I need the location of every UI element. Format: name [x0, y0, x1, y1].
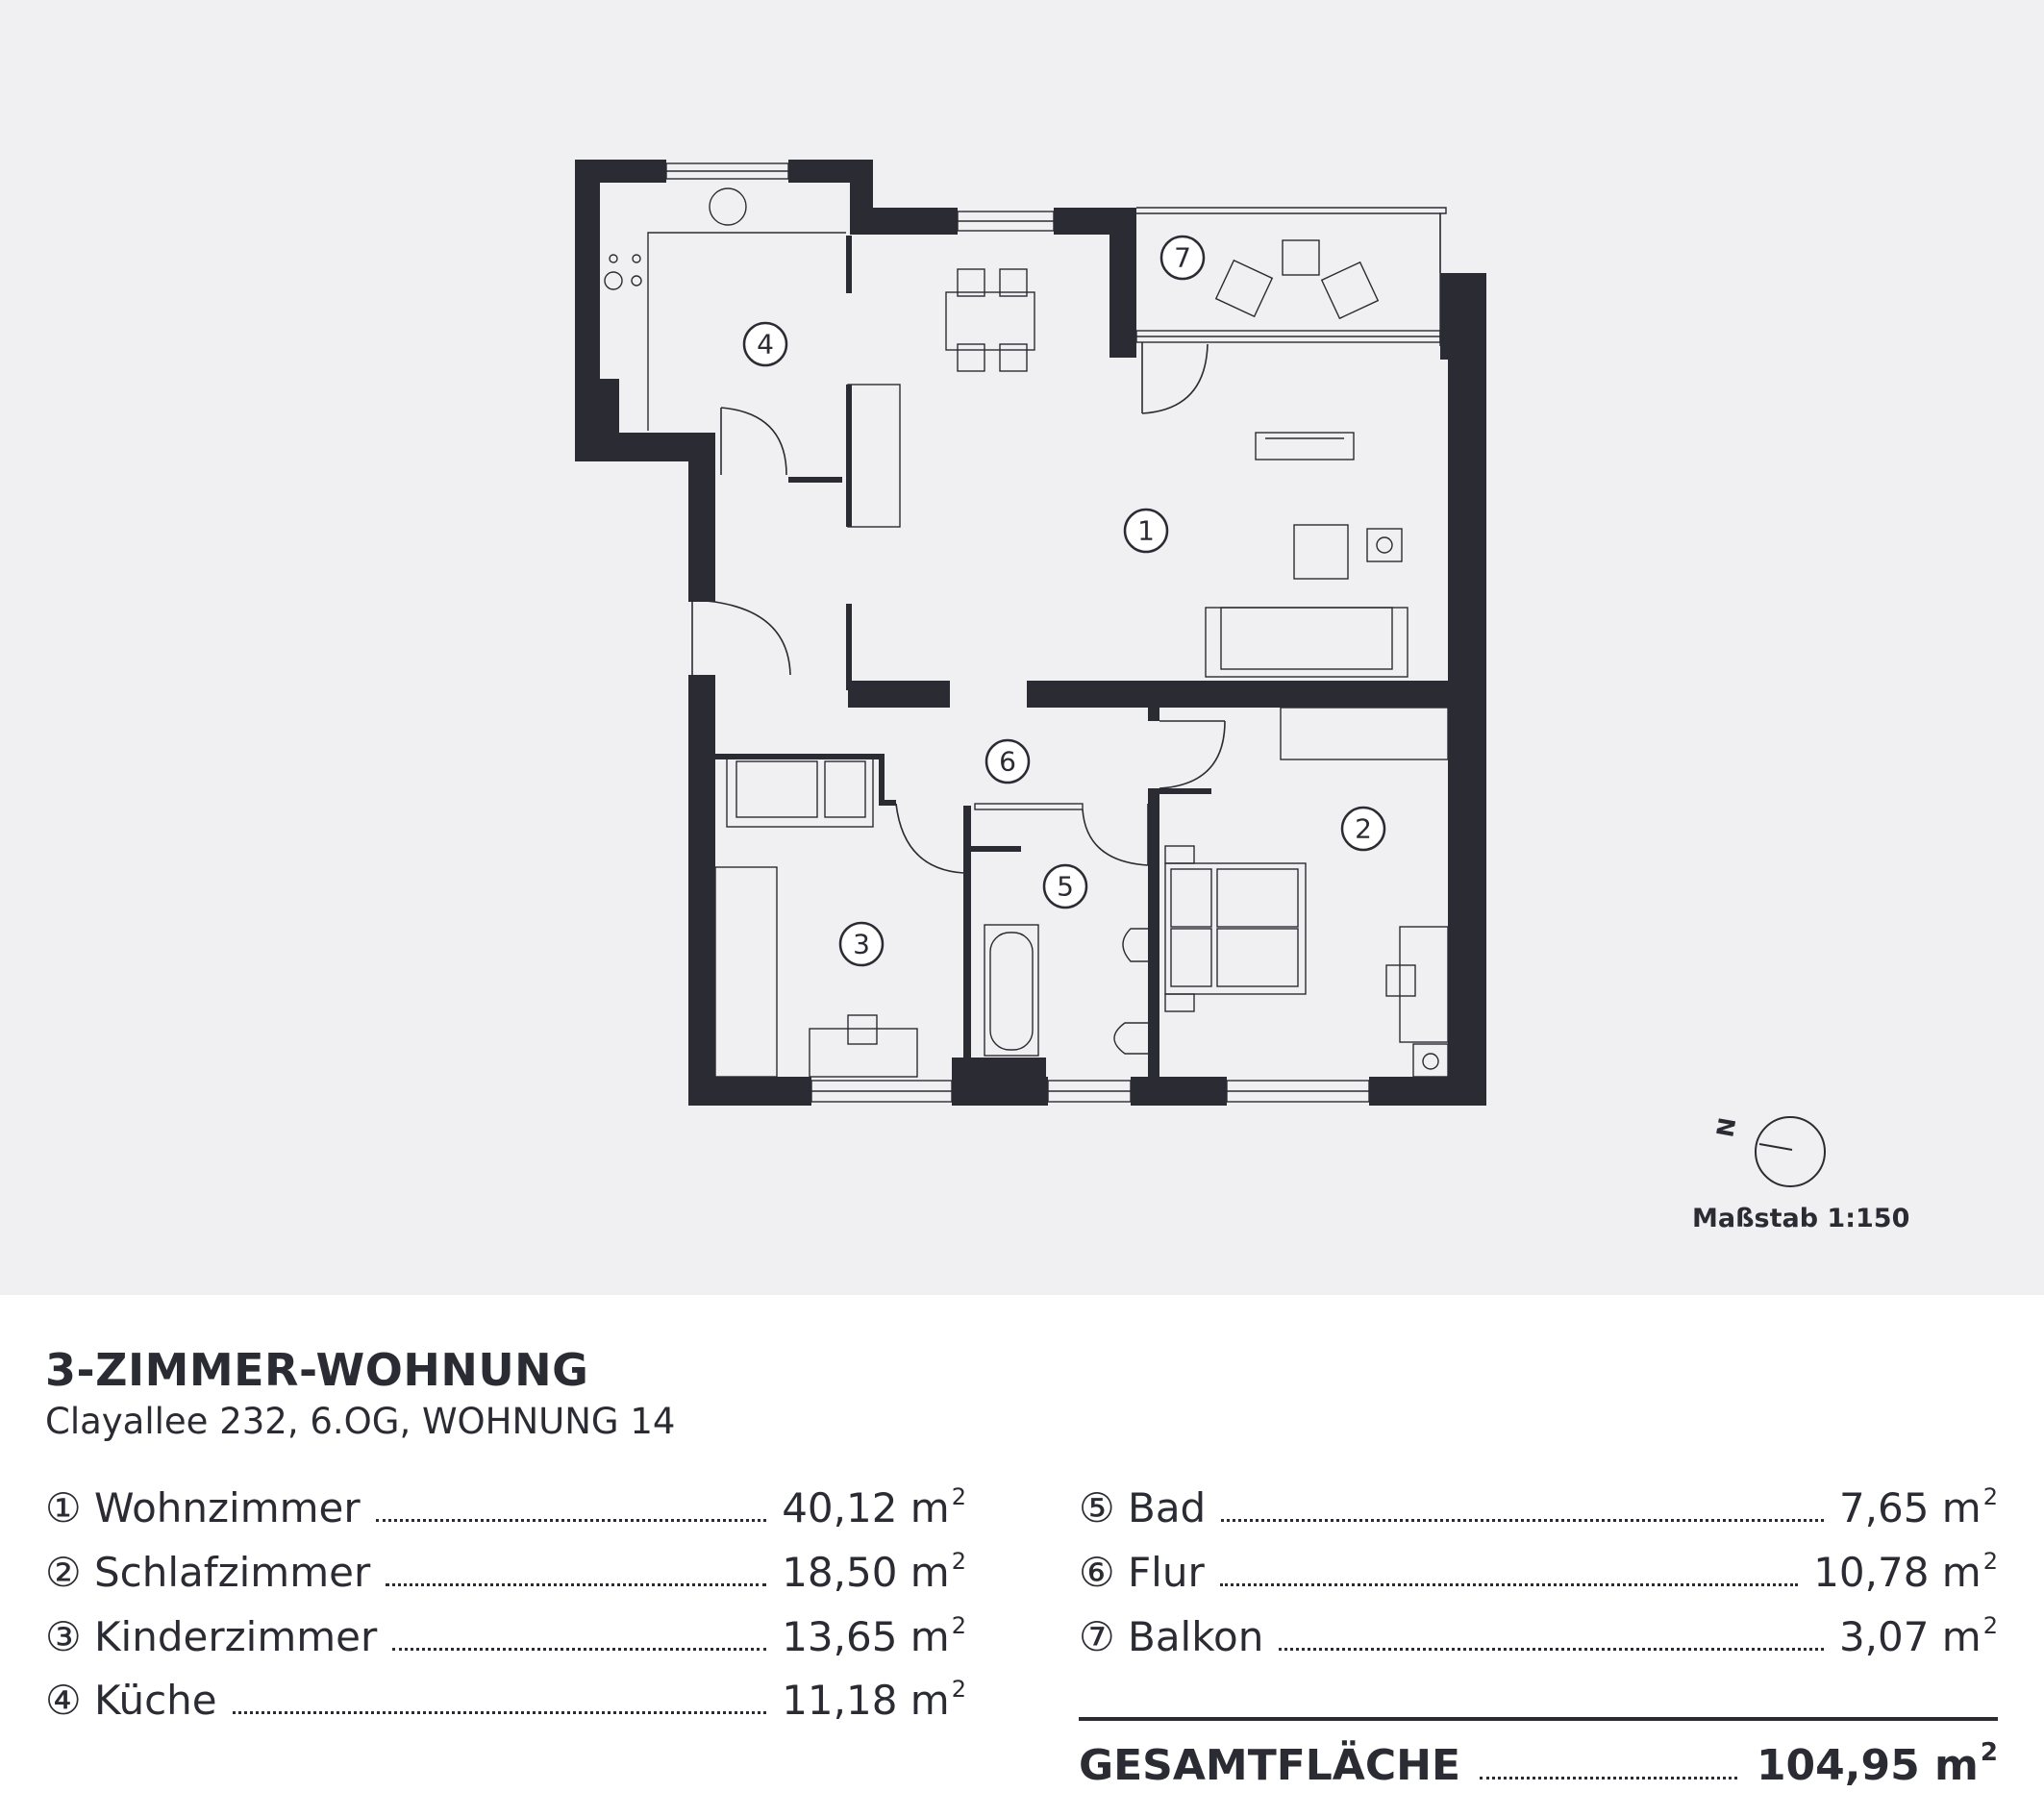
living-furniture	[1206, 433, 1408, 677]
bathroom-fixtures	[975, 804, 1148, 1056]
doors	[692, 342, 1225, 873]
room-marker-3	[840, 923, 883, 965]
room-name: ② Schlafzimmer	[45, 1549, 371, 1596]
windows	[666, 163, 1440, 1102]
room-area: 3,07 $m^2$	[1838, 1612, 1998, 1660]
room-marker-2-text: 2	[1355, 812, 1372, 845]
room-marker-5-text: 5	[1057, 870, 1074, 903]
kitchen-furniture	[605, 188, 1034, 527]
room-row-bad	[1079, 1483, 1998, 1537]
room-row-wohnzimmer	[45, 1483, 966, 1537]
scale-label: Maßstab 1:150	[1692, 1204, 1910, 1233]
room-name: ⑤ Bad	[1079, 1484, 1207, 1531]
room-area: 10,78 $m^2$	[1813, 1548, 1998, 1596]
dot-leader	[376, 1519, 767, 1522]
dot-leader	[1279, 1648, 1824, 1651]
room-marker-6-text: 6	[999, 745, 1016, 778]
dot-leader	[1221, 1519, 1824, 1522]
compass-icon	[1711, 1115, 1825, 1186]
room-row-kueche	[45, 1676, 966, 1730]
dot-leader	[233, 1711, 767, 1714]
page-title: 3-ZIMMER-WOHNUNG	[45, 1344, 589, 1396]
total-row	[1079, 1738, 1998, 1790]
room-area: 13,65 $m^2$	[782, 1612, 966, 1660]
room-area: 18,50 $m^2$	[782, 1548, 966, 1596]
room-row-balkon	[1079, 1612, 1998, 1666]
room-area: 7,65 $m^2$	[1838, 1483, 1998, 1531]
room-marker-4-text: 4	[757, 328, 774, 361]
dot-leader	[1480, 1777, 1737, 1780]
room-marker-1	[1125, 510, 1167, 552]
room-marker-6	[986, 740, 1029, 783]
room-area: 11,18 $m^2$	[782, 1676, 966, 1724]
walls	[575, 160, 1486, 1106]
room-name: ⑥ Flur	[1079, 1549, 1205, 1596]
room-marker-2	[1342, 808, 1384, 850]
address: Clayallee 232, 6.OG, WOHNUNG 14	[45, 1401, 676, 1442]
bedroom-furniture	[1165, 708, 1448, 1077]
total-divider	[1079, 1717, 1998, 1721]
dot-leader	[386, 1583, 766, 1586]
room-marker-3-text: 3	[853, 928, 870, 960]
total-area: 104,95 $m^2$	[1756, 1738, 1998, 1790]
room-row-schlafzimmer	[45, 1548, 966, 1602]
total-label: GESAMTFLÄCHE	[1079, 1741, 1461, 1790]
room-area: 40,12 $m^2$	[782, 1483, 966, 1531]
room-marker-5	[1044, 865, 1086, 908]
room-row-kinderzimmer	[45, 1612, 966, 1666]
room-name: ① Wohnzimmer	[45, 1484, 361, 1531]
room-name: ③ Kinderzimmer	[45, 1613, 378, 1660]
room-name: ⑦ Balkon	[1079, 1613, 1264, 1660]
room-marker-7	[1161, 236, 1204, 279]
room-row-flur	[1079, 1548, 1998, 1602]
room-marker-4	[744, 323, 786, 365]
room-name: ④ Küche	[45, 1677, 217, 1724]
dot-leader	[392, 1648, 766, 1651]
room-marker-7-text: 7	[1174, 241, 1191, 274]
dot-leader	[1220, 1583, 1798, 1586]
room-marker-1-text: 1	[1137, 514, 1155, 547]
compass-north-letter: N	[1711, 1115, 1742, 1140]
